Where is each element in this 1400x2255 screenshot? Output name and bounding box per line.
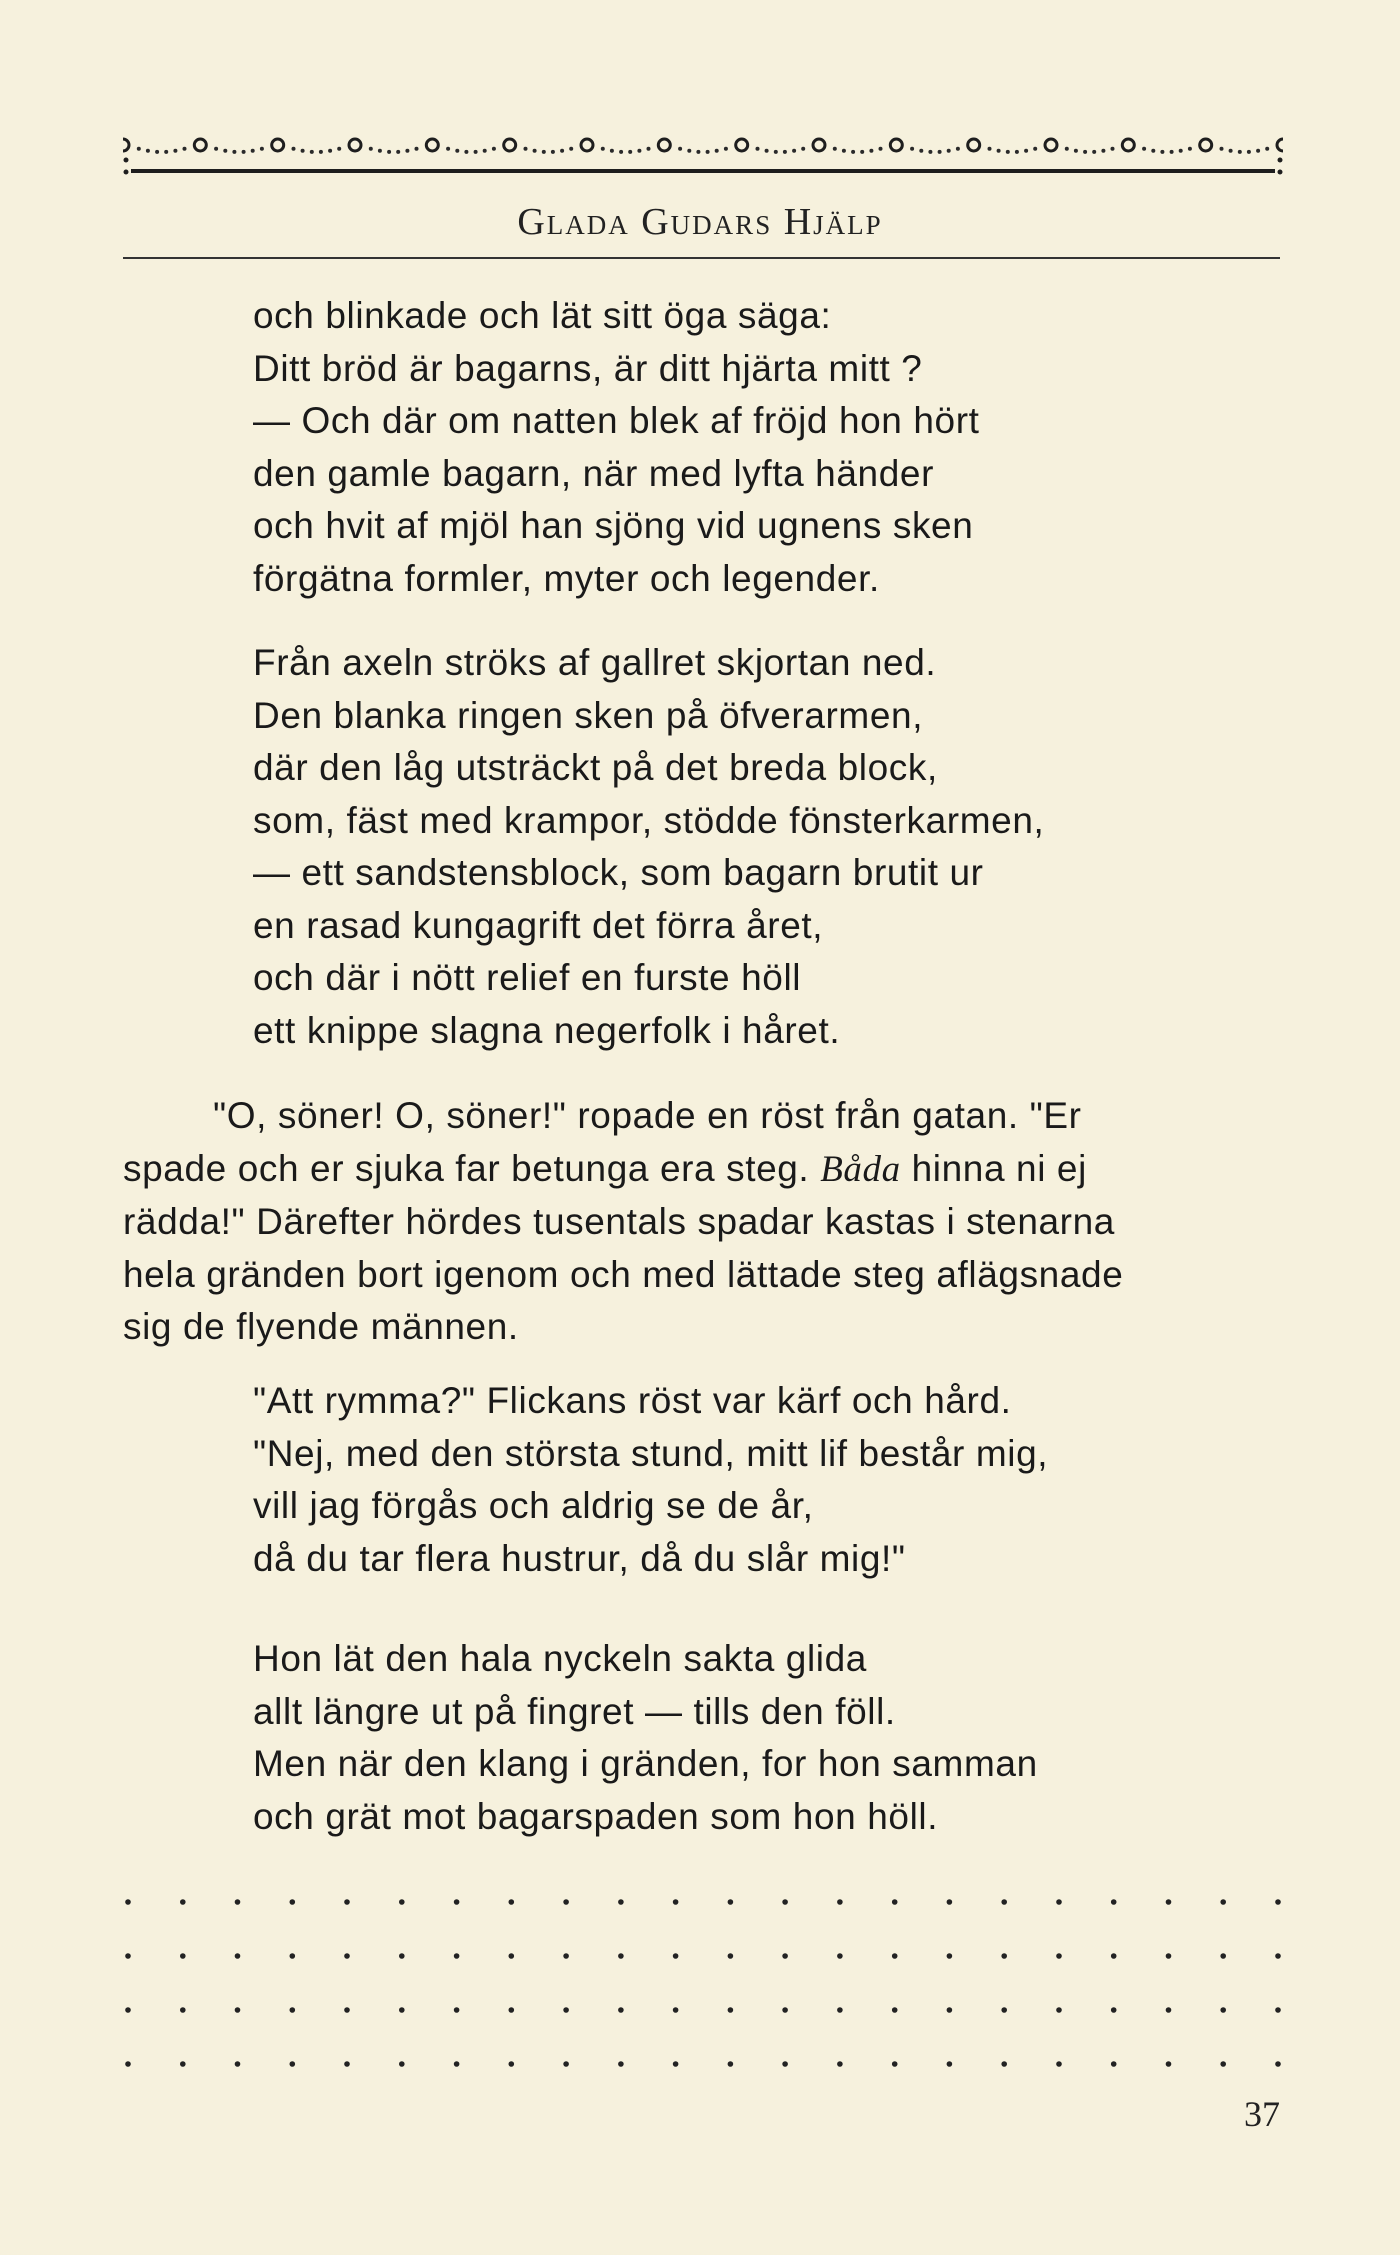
ellipsis-dot-row bbox=[123, 1897, 1283, 1907]
ellipsis-dot bbox=[892, 2007, 898, 2013]
ornament-ring bbox=[426, 139, 438, 151]
ornament-ring bbox=[736, 139, 748, 151]
ornament-rule bbox=[131, 169, 1275, 173]
ornament-ring bbox=[1277, 139, 1283, 151]
ornament-dot bbox=[146, 149, 150, 153]
ellipsis-dot bbox=[1001, 2007, 1007, 2013]
ornament-dot bbox=[137, 147, 141, 151]
ornament-corner-dot bbox=[124, 158, 129, 163]
ornament-dot bbox=[1256, 149, 1260, 153]
verse-line: där den låg utsträckt på det breda block, bbox=[253, 747, 938, 788]
stanza-4 bbox=[253, 1375, 1048, 1585]
ornament-ring bbox=[1122, 139, 1134, 151]
prose-line: sig de flyende männen. bbox=[123, 1306, 519, 1347]
ornament-dot bbox=[1247, 150, 1251, 154]
ornament-dot bbox=[292, 147, 296, 151]
prose-text: spade och er sjuka far betunga era steg. bbox=[123, 1147, 810, 1189]
page-number: 37 bbox=[1244, 2094, 1280, 2134]
ornament-dot bbox=[765, 149, 769, 153]
ornament-dot bbox=[1074, 149, 1078, 153]
ornament-dot bbox=[328, 149, 332, 153]
ellipsis-dot bbox=[1001, 2061, 1007, 2067]
ornament-dot bbox=[337, 147, 341, 151]
ornament-dot bbox=[1111, 147, 1115, 151]
ellipsis-dot bbox=[509, 2061, 515, 2067]
ellipsis-dot bbox=[563, 1953, 569, 1959]
ellipsis-dot bbox=[344, 2061, 350, 2067]
ornament-dot bbox=[619, 150, 623, 154]
ellipsis-dot bbox=[180, 2007, 186, 2013]
ornament-dot bbox=[232, 150, 236, 154]
ornament-ring bbox=[581, 139, 593, 151]
stanza-2 bbox=[253, 637, 1044, 1057]
ellipsis-dot-row bbox=[123, 2005, 1283, 2015]
running-head: Glada Gudars Hjälp bbox=[517, 201, 883, 243]
ellipsis-dot bbox=[673, 2007, 679, 2013]
ornament-dot bbox=[387, 150, 391, 154]
ornament-dot bbox=[1033, 147, 1037, 151]
ellipsis-dot bbox=[509, 2007, 515, 2013]
ornament-dot bbox=[910, 147, 914, 151]
stanza-1 bbox=[253, 290, 980, 605]
ellipsis-dot bbox=[290, 1953, 296, 1959]
ornament-dot bbox=[524, 147, 528, 151]
ornament-dot bbox=[164, 150, 168, 154]
ellipsis-dot bbox=[235, 2007, 241, 2013]
ellipsis-dot bbox=[782, 1899, 788, 1905]
ornament-dot bbox=[988, 147, 992, 151]
ornament-corner-dot bbox=[1278, 170, 1283, 175]
verse-line: Från axeln ströks af gallret skjortan ned. bbox=[253, 642, 937, 683]
ornament-dot bbox=[223, 149, 227, 153]
ornament-ring bbox=[890, 139, 902, 151]
ornament-dot bbox=[860, 150, 864, 154]
ornament-ring bbox=[349, 139, 361, 151]
ellipsis-dot bbox=[1220, 2061, 1226, 2067]
ornament-dot bbox=[319, 150, 323, 154]
ellipsis-dot bbox=[947, 2007, 953, 2013]
ornament-dot bbox=[610, 149, 614, 153]
ornament-dot bbox=[533, 149, 537, 153]
ornament-dot bbox=[1265, 147, 1269, 151]
verse-line: Hon lät den hala nyckeln sakta glida bbox=[253, 1638, 867, 1679]
header-ornament bbox=[123, 120, 1283, 190]
verse-line: Men när den klang i gränden, for hon samman bbox=[253, 1743, 1038, 1784]
ornament-dot bbox=[833, 147, 837, 151]
ornament-dot bbox=[1101, 149, 1105, 153]
ornament-ring bbox=[1045, 139, 1057, 151]
ornament-dot bbox=[842, 149, 846, 153]
ornament-dot bbox=[214, 147, 218, 151]
ornament-dot bbox=[415, 147, 419, 151]
verse-line: vill jag förgås och aldrig se de år, bbox=[253, 1485, 814, 1526]
ornament-dot bbox=[706, 150, 710, 154]
dot-row-graphic bbox=[123, 2005, 1283, 2015]
ornament-dot bbox=[560, 149, 564, 153]
ellipsis-dot bbox=[837, 2007, 843, 2013]
ellipsis-dot bbox=[235, 1953, 241, 1959]
ornament-dot bbox=[956, 147, 960, 151]
ornament-dot bbox=[260, 147, 264, 151]
ornament-dot bbox=[678, 147, 682, 151]
ellipsis-dot bbox=[454, 2061, 460, 2067]
ellipsis-dot bbox=[1166, 1953, 1172, 1959]
ornament-dot bbox=[405, 149, 409, 153]
ornament-dot bbox=[1024, 149, 1028, 153]
ornament-dot bbox=[1142, 147, 1146, 151]
ellipsis-dot bbox=[235, 1899, 241, 1905]
ornament-dot bbox=[801, 147, 805, 151]
ornament-dot bbox=[938, 150, 942, 154]
ornament-dot bbox=[1238, 150, 1242, 154]
ellipsis-dot bbox=[399, 2007, 405, 2013]
ellipsis-dot bbox=[892, 1953, 898, 1959]
ellipsis-dot bbox=[782, 2007, 788, 2013]
ornament-dot bbox=[783, 150, 787, 154]
ellipsis-dot bbox=[728, 2007, 734, 2013]
ornament-ring bbox=[813, 139, 825, 151]
header-rule bbox=[123, 257, 1280, 259]
ornament-dot bbox=[879, 147, 883, 151]
ellipsis-dot bbox=[728, 1899, 734, 1905]
ellipsis-dot bbox=[399, 1953, 405, 1959]
ornament-dot bbox=[301, 149, 305, 153]
verse-line: och där i nött relief en furste höll bbox=[253, 957, 802, 998]
dot-row-graphic bbox=[123, 2059, 1283, 2069]
verse-line: förgätna formler, myter och legender. bbox=[253, 557, 880, 599]
ornament-ring bbox=[658, 139, 670, 151]
ellipsis-dot bbox=[837, 2061, 843, 2067]
ornament-dot bbox=[637, 149, 641, 153]
ornament-dot bbox=[928, 150, 932, 154]
ornament-dot bbox=[756, 147, 760, 151]
verse-line: ett knippe slagna negerfolk i håret. bbox=[253, 1009, 841, 1051]
ornament-dot bbox=[919, 149, 923, 153]
ellipsis-dot bbox=[1166, 2007, 1172, 2013]
ornament-dot bbox=[455, 149, 459, 153]
ornament-dot bbox=[173, 149, 177, 153]
ornament-dot bbox=[310, 150, 314, 154]
ellipsis-dot bbox=[618, 1953, 624, 1959]
ellipsis-dot bbox=[1220, 2007, 1226, 2013]
ornament-dot bbox=[1092, 150, 1096, 154]
ellipsis-dot bbox=[782, 1953, 788, 1959]
italic-word: Båda bbox=[820, 1148, 901, 1190]
ellipsis-dot bbox=[1056, 1899, 1062, 1905]
ellipsis-dot bbox=[509, 1953, 515, 1959]
ornament-dot bbox=[474, 150, 478, 154]
ellipsis-dot-row bbox=[123, 2059, 1283, 2069]
ornament-dot bbox=[1160, 150, 1164, 154]
ellipsis-dot bbox=[892, 2061, 898, 2067]
ellipsis-dot bbox=[837, 1953, 843, 1959]
ornament-dot bbox=[792, 149, 796, 153]
ellipsis-dot bbox=[1220, 1899, 1226, 1905]
ornament-dot bbox=[1179, 149, 1183, 153]
ornament-dot bbox=[183, 147, 187, 151]
ellipsis-dot bbox=[1275, 1899, 1281, 1905]
ellipsis-dot bbox=[837, 1899, 843, 1905]
verse-line: — ett sandstensblock, som bagarn brutit ur bbox=[253, 852, 984, 893]
ellipsis-dot bbox=[1275, 2007, 1281, 2013]
ellipsis-dot-row bbox=[123, 1951, 1283, 1961]
ornament-dot bbox=[1083, 150, 1087, 154]
ornament-dot bbox=[869, 149, 873, 153]
ellipsis-dot bbox=[673, 1953, 679, 1959]
ornament-dot bbox=[551, 150, 555, 154]
prose-text: hinna ni ej bbox=[911, 1147, 1087, 1189]
ellipsis-dot bbox=[344, 1899, 350, 1905]
ellipsis-dot bbox=[728, 1953, 734, 1959]
ornament-ring bbox=[504, 139, 516, 151]
verse-line: och grät mot bagarspaden som hon höll. bbox=[253, 1795, 939, 1837]
ellipsis-dot bbox=[1056, 1953, 1062, 1959]
prose-line: "O, söner! O, söner!" ropade en röst från gatan. "Er bbox=[213, 1095, 1082, 1136]
ellipsis-dot bbox=[1056, 2007, 1062, 2013]
ellipsis-dot bbox=[180, 1953, 186, 1959]
ornament-dot bbox=[715, 149, 719, 153]
ellipsis-dot bbox=[344, 1953, 350, 1959]
ornament-dot bbox=[542, 150, 546, 154]
ellipsis-dot bbox=[509, 1899, 515, 1905]
ornament-dot bbox=[251, 149, 255, 153]
ornament-dot bbox=[378, 149, 382, 153]
ellipsis-dot bbox=[1166, 1899, 1172, 1905]
ornament-dot bbox=[396, 150, 400, 154]
verse-line: den gamle bagarn, när med lyfta händer bbox=[253, 452, 934, 494]
verse-line: Den blanka ringen sken på öfverarmen, bbox=[253, 694, 924, 736]
verse-line: — Och där om natten blek af fröjd hon hört bbox=[253, 400, 980, 441]
ellipsis-dot bbox=[454, 1953, 460, 1959]
ellipsis-dot bbox=[1056, 2061, 1062, 2067]
ornament-dot bbox=[446, 147, 450, 151]
ornament-dot bbox=[369, 147, 373, 151]
ornament-corner-dot bbox=[1278, 158, 1283, 163]
verse-line: då du tar flera hustrur, då du slår mig!" bbox=[253, 1537, 906, 1579]
verse-line: och hvit af mjöl han sjöng vid ugnens sken bbox=[253, 505, 974, 546]
ellipsis-dot bbox=[290, 1899, 296, 1905]
ornament-ring bbox=[968, 139, 980, 151]
stanza-5 bbox=[253, 1633, 1038, 1843]
ellipsis-dot bbox=[618, 1899, 624, 1905]
verse-line: allt längre ut på fingret — tills den föll. bbox=[253, 1690, 896, 1732]
ellipsis-dot bbox=[344, 2007, 350, 2013]
ellipsis-dot bbox=[399, 1899, 405, 1905]
verse-line: som, fäst med krampor, stödde fönsterkarmen, bbox=[253, 799, 1045, 841]
ornament-dot bbox=[628, 150, 632, 154]
ellipsis-dot bbox=[1275, 2061, 1281, 2067]
ornament-dot bbox=[242, 150, 246, 154]
ellipsis-dot bbox=[1111, 1899, 1117, 1905]
verse-line: och blinkade och lät sitt öga säga: bbox=[253, 295, 832, 336]
ellipsis-dot bbox=[1001, 1899, 1007, 1905]
ornament-dot bbox=[155, 150, 159, 154]
ellipsis-dot bbox=[1111, 2061, 1117, 2067]
ornament-dot bbox=[483, 149, 487, 153]
ellipsis-dot bbox=[947, 1953, 953, 1959]
ornament-dot bbox=[601, 147, 605, 151]
ornament-dot bbox=[1188, 147, 1192, 151]
ellipsis-dot bbox=[454, 1899, 460, 1905]
ornament-dot bbox=[997, 149, 1001, 153]
ornament-dot bbox=[1151, 149, 1155, 153]
ornament-dot bbox=[1170, 150, 1174, 154]
ellipsis-dot bbox=[1220, 1953, 1226, 1959]
ornament-dot bbox=[774, 150, 778, 154]
ornament-dot bbox=[1065, 147, 1069, 151]
verse-line: en rasad kungagrift det förra året, bbox=[253, 904, 824, 946]
ornament-dot bbox=[724, 147, 728, 151]
ellipsis-dot bbox=[782, 2061, 788, 2067]
ornament-dot bbox=[851, 150, 855, 154]
ornament-ring bbox=[123, 139, 129, 151]
ellipsis-dot bbox=[563, 2007, 569, 2013]
ellipsis-dot bbox=[125, 2061, 131, 2067]
ellipsis-dot bbox=[563, 1899, 569, 1905]
ellipsis-dot bbox=[947, 1899, 953, 1905]
ornament-dot bbox=[1015, 150, 1019, 154]
ellipsis-dot bbox=[290, 2061, 296, 2067]
ornament-dot bbox=[1006, 150, 1010, 154]
ellipsis-dot bbox=[1001, 1953, 1007, 1959]
ellipsis-dot bbox=[1111, 2007, 1117, 2013]
verse-line: "Nej, med den största stund, mitt lif består mig, bbox=[253, 1432, 1049, 1474]
dot-row-graphic bbox=[123, 1951, 1283, 1961]
ornament-dot bbox=[1229, 149, 1233, 153]
prose-line bbox=[123, 1143, 1283, 1197]
prose-paragraph bbox=[123, 1090, 1283, 1354]
dot-row-graphic bbox=[123, 1897, 1283, 1907]
ornament-dot bbox=[492, 147, 496, 151]
ellipsis-dot bbox=[728, 2061, 734, 2067]
ellipsis-dot bbox=[235, 2061, 241, 2067]
ornament-dot bbox=[464, 150, 468, 154]
ornament-dot bbox=[687, 149, 691, 153]
ellipsis-dot bbox=[673, 1899, 679, 1905]
ellipsis-dot bbox=[947, 2061, 953, 2067]
ellipsis-dot bbox=[563, 2061, 569, 2067]
ornament-dot bbox=[647, 147, 651, 151]
ornament-corner-dot bbox=[124, 170, 129, 175]
ellipsis-dot bbox=[290, 2007, 296, 2013]
verse-line: "Att rymma?" Flickans röst var kärf och hård. bbox=[253, 1380, 1012, 1421]
ornament-dot bbox=[1220, 147, 1224, 151]
ornament-ring bbox=[194, 139, 206, 151]
ellipsis-dot bbox=[673, 2061, 679, 2067]
ellipsis-dot bbox=[1275, 1953, 1281, 1959]
ornament-dot bbox=[947, 149, 951, 153]
ellipsis-dot bbox=[454, 2007, 460, 2013]
ellipsis-dot bbox=[180, 1899, 186, 1905]
ornament-dot bbox=[696, 150, 700, 154]
ellipsis-dot bbox=[1111, 1953, 1117, 1959]
ellipsis-dot bbox=[125, 1899, 131, 1905]
ellipsis-dot bbox=[125, 2007, 131, 2013]
ellipsis-dot bbox=[399, 2061, 405, 2067]
ornament-dot bbox=[569, 147, 573, 151]
ellipsis-dot bbox=[125, 1953, 131, 1959]
ellipsis-dot bbox=[1166, 2061, 1172, 2067]
ellipsis-dot bbox=[618, 2061, 624, 2067]
ellipsis-dot bbox=[618, 2007, 624, 2013]
ellipsis-dot bbox=[180, 2061, 186, 2067]
ornament-ring bbox=[272, 139, 284, 151]
ornament-ring bbox=[1200, 139, 1212, 151]
verse-line: Ditt bröd är bagarns, är ditt hjärta mitt ? bbox=[253, 347, 923, 389]
prose-line: rädda!" Därefter hördes tusentals spadar kastas i stenarna bbox=[123, 1201, 1115, 1242]
prose-line: hela gränden bort igenom och med lättade steg aflägsnade bbox=[123, 1253, 1124, 1295]
ellipsis-dot bbox=[892, 1899, 898, 1905]
